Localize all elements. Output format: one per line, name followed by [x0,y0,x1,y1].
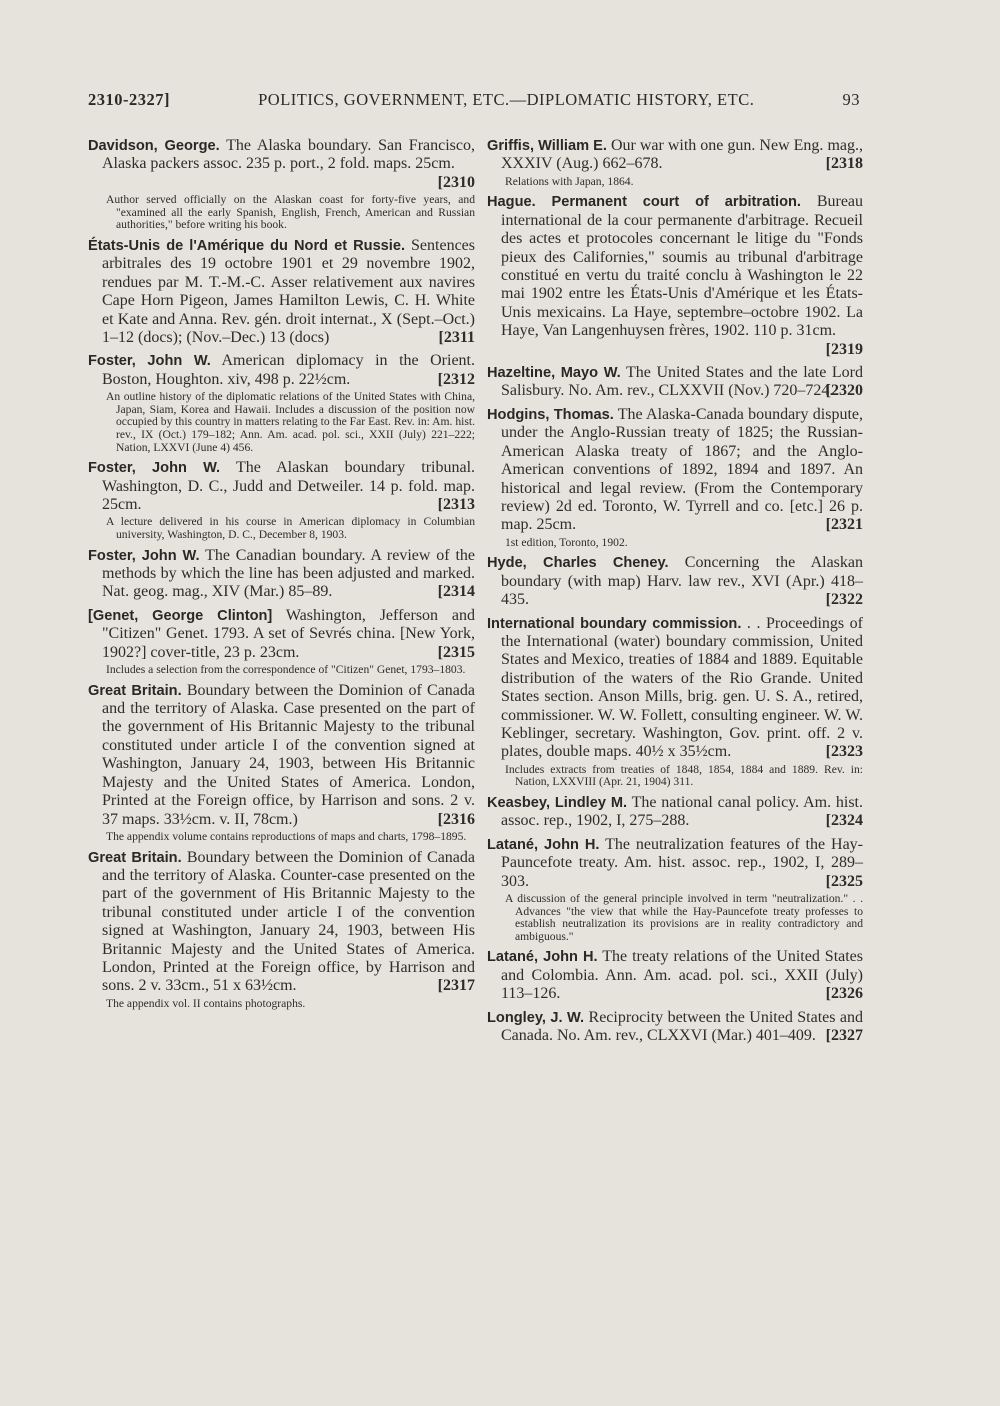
page-number: 93 [842,90,860,109]
entry-author: Davidson, George. [88,138,220,154]
bibliography-entry [487,794,863,831]
entry-citation [487,614,863,762]
entry-annotation: A discussion of the general principle involved in term "neutralization." . . Advances "the view that while the Hay-Pauncefote treaty professes to establish neutralization its provisions are in reality contradictory and ambiguous." [505,892,863,943]
entry-citation [88,137,475,192]
entry-number: [2317 [437,977,475,995]
entry-author: Hyde, Charles Cheney. [487,555,669,572]
entry-number: [2313 [437,496,475,514]
entry-text: The neutralization features of the Hay-Pauncefote treaty. Am. hist. assoc. rep., 1902, I, 289–303. [501,835,863,890]
entry-author: Latané, John H. [487,949,598,966]
entry-citation [88,606,475,662]
entry-number: [2318 [825,155,863,173]
entry-number: [2319 [825,340,863,358]
running-header [88,90,860,110]
entry-citation [487,554,863,609]
entry-author: Foster, John W. [88,353,211,370]
entry-text: The Alaskan boundary tribunal. Washington, D. C., Judd and Detweiler. 14 p. fold. map. 25cm. [102,459,476,514]
entry-annotation: Relations with Japan, 1864. [505,174,634,188]
bibliography-entry [88,352,475,454]
entry-text: Bureau international de la cour permanente d'arbitrage. Recueil des actes et protocoles concernant le litige du "Fonds pieux des Californies," soumis au tribunal d'arbitrage constitué en vertu du traité conclu à Washington le 22 mai 1902 entre les États-Unis d'Amérique et les États-Unis mexicains. La Haye, septembre–octobre 1902. La Haye, Van Langenhuysen frères, 1902. 110 p. 31cm. [501,193,864,340]
entry-annotation: Author served officially on the Alaskan coast for forty-five years, and "examined all the early Spanish, English, French, American and Russian authorities," before writing his book. [106,193,475,232]
entry-author: [Genet, George Clinton] [88,607,273,624]
entry-author: Longley, J. W. [487,1009,585,1026]
entry-text: Boundary between the Dominion of Canada and the territory of Alaska. Case presented on the part of the government of His Britannic Majesty to the tribunal constituted under article I of the convention signed at Washington, January 24, 1903, between His Britannic Majesty and the United States of America. London, Printed at the Foreign office, by Harrison and sons. 2 v. 37 maps. 33½cm. v. II, 78cm.) [102,681,476,828]
bibliography-entry [487,193,863,359]
entry-number: [2322 [825,591,863,609]
entry-number: [2312 [437,370,475,388]
entry-text: The Canadian boundary. A review of the methods by which the line has been adjusted and marked. Nat. geog. mag., XIV (Mar.) 85–89. [102,546,476,601]
entry-number: [2310 [437,173,475,191]
entry-text: Concerning the Alaskan boundary (with map) Harv. law rev., XVI (Apr.) 418–435. [501,554,863,609]
entry-number: [2327 [825,1027,863,1044]
bibliography-entry [88,459,475,541]
bibliography-entry [88,607,475,677]
bibliography-entry [487,364,863,401]
entry-citation [487,364,864,401]
entry-author: Great Britain. [88,849,182,866]
bibliography-entry [88,547,475,602]
entry-citation [88,546,476,602]
entry-citation [487,1008,864,1046]
entry-annotation: Includes extracts from treaties of 1848, 1854, 1884 and 1889. Rev. in: Nation, LXXVIII (Apr. 21, 1904) 311. [505,762,863,789]
bibliography-entry [88,682,475,844]
entry-author: Hodgins, Thomas. [487,406,614,423]
entry-author: Foster, John W. [88,460,221,477]
entry-author: Keasbey, Lindley M. [487,794,628,811]
entry-author: Griffis, William E. [487,138,607,154]
entry-citation [487,137,863,174]
entry-annotation: Includes a selection from the correspondence of "Citizen" Genet, 1793–1803. [106,663,466,677]
entry-text: The United States and the late Lord Salisbury. No. Am. rev., CLXXVII (Nov.) 720–724. [501,364,864,400]
entry-text: Our war with one gun. New Eng. mag., XXXIV (Aug.) 662–678. [501,137,863,173]
entry-annotation: 1st edition, Toronto, 1902. [505,535,628,549]
entry-citation [88,352,475,389]
entry-annotation: A lecture delivered in his course in American diplomacy in Columbian university, Washington, D. C., December 8, 1903. [106,515,475,542]
entry-citation [88,237,475,347]
entry-text: Boundary between the Dominion of Canada and the territory of Alaska. Counter-case presented on the part of the government of His Britannic Majesty to the tribunal constituted under article I of the convention signed at Washington, January 24, 1903, between His Britannic Majesty and the United States of America. London, Printed at the Foreign office, by Harrison and sons. 2 v. 33cm., 51 x 63½cm. [102,848,476,995]
bibliography-entry [88,849,475,1011]
entry-citation [487,793,863,831]
entry-text: The treaty relations of the United States and Colombia. Ann. Am. acad. pol. sci., XXII (July) 113–126. [501,948,864,1003]
entry-text: Washington, Jefferson and "Citizen" Genet. 1793. A set of Sevrés china. [New York, 1902?] cover-title, 23 p. 23cm. [102,606,475,661]
entry-author: International boundary commission. [487,615,742,632]
entry-author: Foster, John W. [88,547,200,564]
entry-number: [2325 [825,872,863,890]
entry-number: [2320 [825,382,863,400]
entry-text: American diplomacy in the Orient. Boston, Houghton. xiv, 498 p. 22½cm. [102,352,475,388]
entry-text: Sentences arbitrales des 19 octobre 1901 et 29 novembre 1902, rendues par M. T.-M.-C. Asser relativement aux navires Cape Horn Pigeon, James Hamilton Lewis, C. H. White et Kate and Anna. Rev. gén. droit internat., X (Sept.–Oct.) 1–12 (docs); (Nov.–Dec.) 13 (docs) [102,237,475,347]
entry-annotation: An outline history of the diplomatic relations of the United States with China, Japan, Siam, Korea and Hawaii. Includes a discussion of the position now occupied by this country in matters relating to the Far East. Rev. in: Am. hist. rev., IX (Oct.) 179–182; Ann. Am. acad. pol. sci., XXII (July) 221–222; Nation, LXXVI (June 4) 456. [106,390,475,454]
entry-citation [88,848,476,996]
entry-number: [2323 [825,743,863,761]
entry-number: [2324 [825,812,863,830]
entry-citation [487,948,864,1003]
entry-number: [2315 [437,643,475,661]
entry-text: The Alaska-Canada boundary dispute, under the Anglo-Russian treaty of 1825; the Russian-American Alaska treaty of 1867; and the Anglo-American conventions of 1892, 1894 and 1897. An historical and legal review. (From the Contemporary review) 2d ed. Toronto, W. Tyrrell and co. [etc.] 26 p. map. 25cm. [501,405,864,534]
entry-number: [2316 [437,810,475,828]
entry-author: Hazeltine, Mayo W. [487,365,621,382]
entry-text: . . Proceedings of the International (water) boundary commission, United States and Mexico, treaties of 1884 and 1889. Equitable distribution of the waters of the Rio Grande. United States section. Anson Mills, brig. gen. U. S. A., retired, commissioner. W. W. Follett, consulting engineer. W. W. Keblinger, secretary. Washington, Gov. print. off. 2 v. plates, double maps. 40½ x 35½cm. [501,614,863,761]
bibliography-entry [487,406,863,549]
entry-number: [2311 [438,329,475,347]
bibliography-entry [487,836,863,944]
bibliography-entry [487,615,863,789]
entry-text: Reciprocity between the United States and Canada. No. Am. rev., CLXXVI (Mar.) 401–409. [501,1008,864,1044]
left-column [88,137,475,1015]
entry-citation [88,681,476,829]
entry-citation [487,405,864,535]
entry-citation [88,459,476,514]
bibliography-entry [487,554,863,609]
right-column [487,137,863,1050]
entry-number: [2314 [437,583,475,601]
entry-author: Hague. Permanent court of arbitration. [487,194,801,211]
entry-author: Great Britain. [88,682,182,699]
section-title: POLITICS, GOVERNMENT, ETC.—DIPLOMATIC HISTORY, ETC. [258,90,755,109]
entry-citation [487,835,863,891]
entry-author: Latané, John H. [487,836,600,853]
entry-range: 2310-2327] [88,90,170,109]
entry-annotation: The appendix volume contains reproductions of maps and charts, 1798–1895. [106,829,467,843]
entry-text: The national canal policy. Am. hist. assoc. rep., 1902, I, 275–288. [501,793,863,830]
bibliography-entry [88,137,475,232]
bibliography-entry [487,948,863,1003]
entry-number: [2326 [825,985,863,1003]
entry-number: [2321 [825,516,863,534]
bibliography-entry [487,1009,863,1046]
entry-text: The Alaska boundary. San Francisco, Alaska packers assoc. 235 p. port., 2 fold. maps. 25cm. [102,137,475,173]
bibliography-entry [88,237,475,347]
entry-citation [487,193,864,359]
entry-annotation: The appendix vol. II contains photographs. [106,996,306,1010]
entry-author: États-Unis de l'Amérique du Nord et Russie. [88,238,406,254]
bibliography-entry [487,137,863,188]
